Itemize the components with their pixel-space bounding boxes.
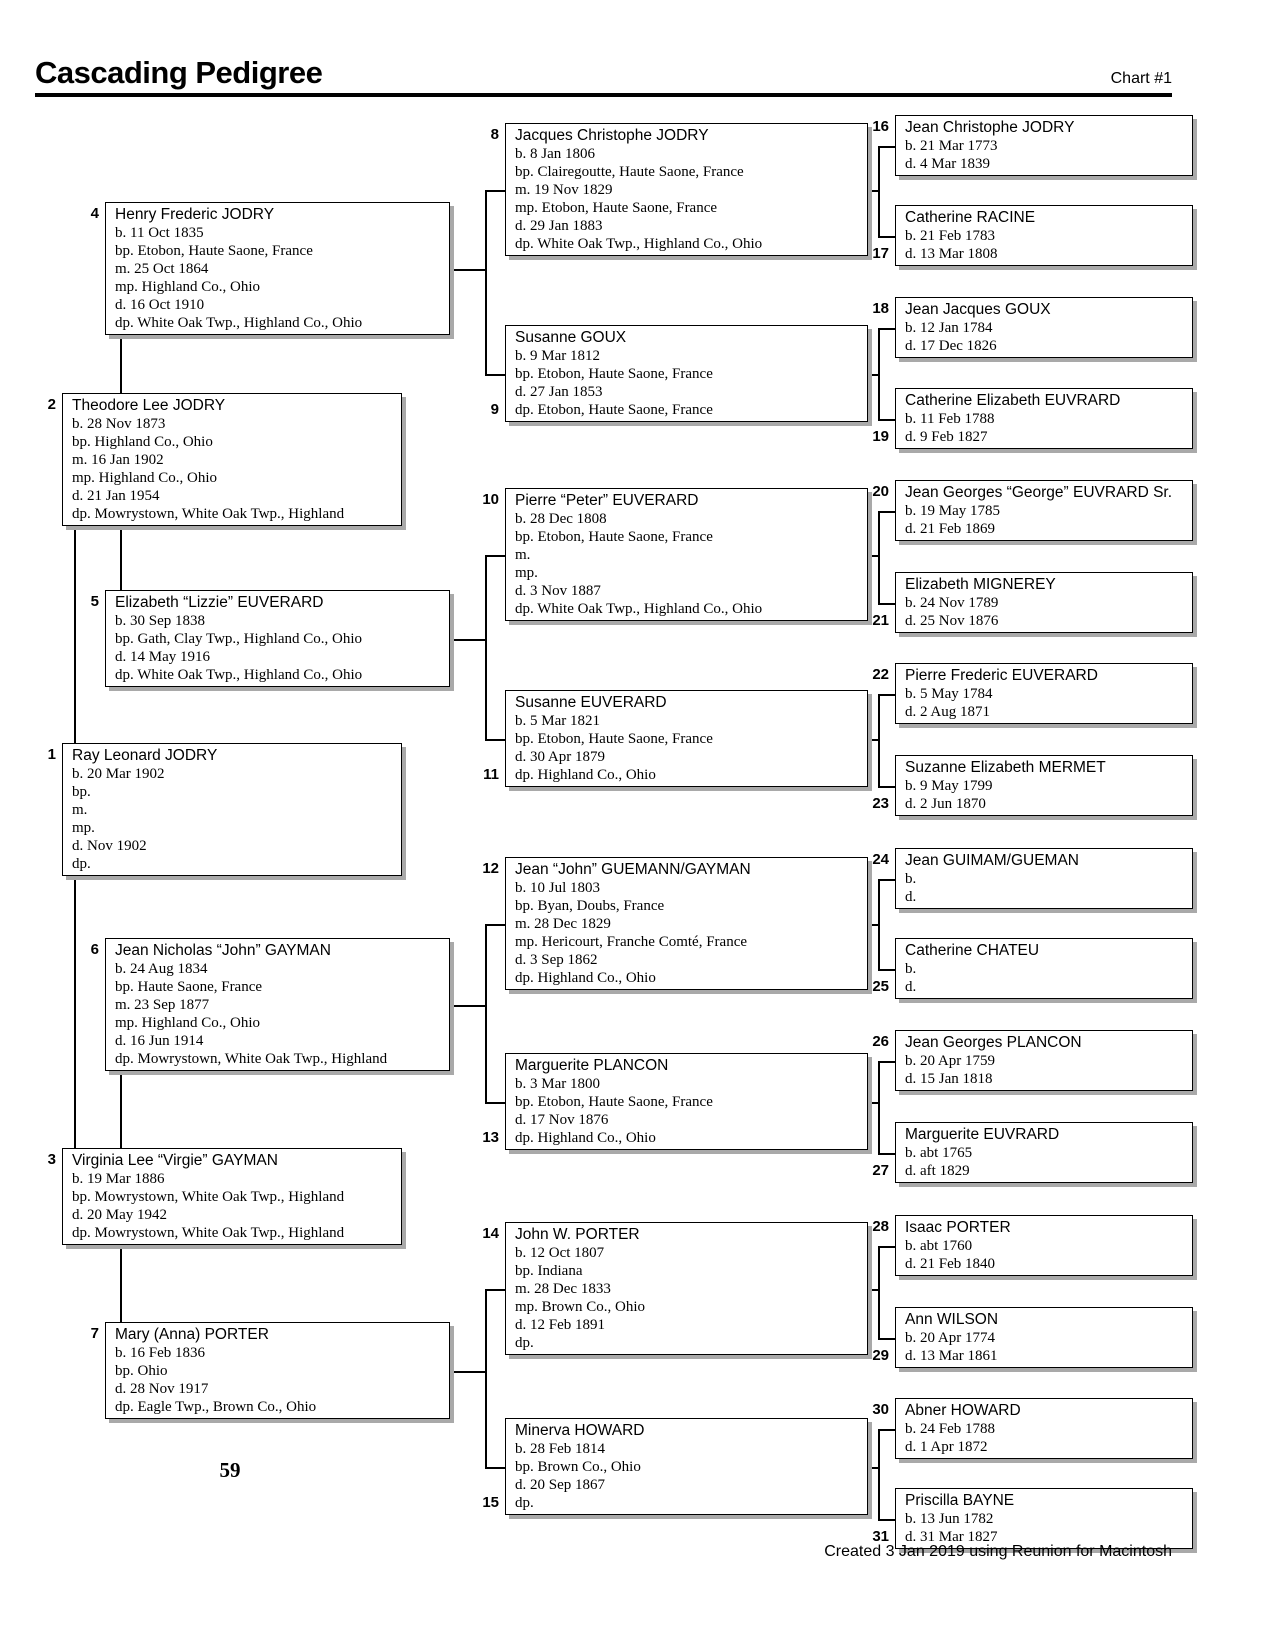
person-detail: d. 27 Jan 1853 bbox=[515, 384, 603, 400]
person-detail: d. 29 Jan 1883 bbox=[515, 218, 603, 234]
connector-line bbox=[868, 374, 878, 376]
person-name: Abner HOWARD bbox=[905, 1402, 1021, 1419]
person-detail: d. 3 Sep 1862 bbox=[515, 952, 598, 968]
chart-number-label: Chart #1 bbox=[1110, 70, 1172, 87]
person-detail: dp. White Oak Twp., Highland Co., Ohio bbox=[515, 601, 763, 617]
person-detail: d. 13 Mar 1861 bbox=[905, 1348, 998, 1364]
connector-line bbox=[878, 879, 880, 969]
person-detail: b. 24 Nov 1789 bbox=[905, 595, 999, 611]
person-name: Catherine CHATEU bbox=[905, 942, 1040, 959]
connector-line bbox=[878, 146, 895, 148]
person-detail: d. 28 Nov 1917 bbox=[115, 1381, 209, 1397]
person-detail: bp. Byan, Doubs, France bbox=[515, 898, 665, 914]
person-name: Jacques Christophe JODRY bbox=[515, 127, 709, 144]
person-detail: b. 10 Jul 1803 bbox=[515, 880, 601, 896]
person-detail: d. 4 Mar 1839 bbox=[905, 156, 990, 172]
person-detail: m. bbox=[515, 547, 531, 563]
person-box-13 bbox=[505, 1053, 868, 1150]
person-detail: d. 25 Nov 1876 bbox=[905, 613, 999, 629]
person-detail: b. 20 Apr 1774 bbox=[905, 1330, 995, 1346]
person-name: Suzanne Elizabeth MERMET bbox=[905, 759, 1106, 776]
person-number-7: 7 bbox=[90, 1325, 99, 1342]
person-detail: b. abt 1765 bbox=[905, 1145, 973, 1161]
connector-line bbox=[878, 1061, 880, 1153]
person-detail: dp. White Oak Twp., Highland Co., Ohio bbox=[115, 315, 363, 331]
person-number-12: 12 bbox=[482, 860, 499, 877]
person-number-3: 3 bbox=[47, 1151, 56, 1168]
person-number-19: 19 bbox=[872, 428, 889, 445]
person-detail: mp. Hericourt, Franche Comté, France bbox=[515, 934, 748, 950]
person-name: Marguerite EUVRARD bbox=[905, 1126, 1060, 1143]
connector-line bbox=[485, 1289, 505, 1291]
connector-line bbox=[878, 786, 895, 788]
connector-line bbox=[878, 1246, 895, 1248]
connector-line bbox=[485, 924, 487, 1102]
person-detail: dp. Mowrystown, White Oak Twp., Highland bbox=[115, 1051, 388, 1067]
person-detail: m. 28 Dec 1829 bbox=[515, 916, 611, 932]
connector-line bbox=[485, 374, 505, 376]
connector-line bbox=[120, 526, 122, 590]
connector-line bbox=[485, 1289, 487, 1467]
connector-line bbox=[485, 555, 505, 557]
person-name: Elizabeth “Lizzie” EUVERARD bbox=[115, 594, 324, 611]
person-detail: d. 21 Feb 1869 bbox=[905, 521, 995, 537]
person-detail: dp. Highland Co., Ohio bbox=[515, 970, 656, 986]
person-detail: b. 28 Nov 1873 bbox=[72, 416, 166, 432]
person-detail: d. aft 1829 bbox=[905, 1163, 970, 1179]
connector-line bbox=[878, 328, 895, 330]
person-name: Jean “John” GUEMANN/GAYMAN bbox=[515, 861, 751, 878]
person-detail: d. 1 Apr 1872 bbox=[905, 1439, 988, 1455]
person-box-8 bbox=[505, 123, 868, 256]
person-number-1: 1 bbox=[47, 746, 56, 763]
page-title: Cascading Pedigree bbox=[35, 55, 323, 90]
person-number-14: 14 bbox=[482, 1225, 499, 1242]
person-detail: bp. Haute Saone, France bbox=[115, 979, 263, 995]
person-detail: bp. Etobon, Haute Saone, France bbox=[515, 731, 713, 747]
person-box-25 bbox=[895, 938, 1193, 999]
connector-line bbox=[120, 1071, 122, 1148]
person-detail: d. 2 Jun 1870 bbox=[905, 796, 986, 812]
person-box-1 bbox=[62, 743, 402, 876]
person-box-22 bbox=[895, 663, 1193, 724]
person-detail: bp. Gath, Clay Twp., Highland Co., Ohio bbox=[115, 631, 362, 647]
person-detail: d. 2 Aug 1871 bbox=[905, 704, 991, 720]
person-detail: d. 17 Nov 1876 bbox=[515, 1112, 609, 1128]
person-box-19 bbox=[895, 388, 1193, 449]
person-name: John W. PORTER bbox=[515, 1226, 640, 1243]
connector-line bbox=[74, 526, 76, 743]
person-box-6 bbox=[105, 938, 450, 1071]
connector-line bbox=[878, 1338, 895, 1340]
person-box-21 bbox=[895, 572, 1193, 633]
person-detail: b. 9 May 1799 bbox=[905, 778, 993, 794]
person-detail: mp. Highland Co., Ohio bbox=[72, 470, 217, 486]
person-detail: bp. Etobon, Haute Saone, France bbox=[515, 366, 713, 382]
person-detail: dp. bbox=[515, 1335, 534, 1351]
person-detail: d. 15 Jan 1818 bbox=[905, 1071, 993, 1087]
person-box-26 bbox=[895, 1030, 1193, 1091]
person-detail: bp. Ohio bbox=[115, 1363, 168, 1379]
person-detail: m. 28 Dec 1833 bbox=[515, 1281, 611, 1297]
person-box-16 bbox=[895, 115, 1193, 176]
connector-line bbox=[878, 969, 895, 971]
connector-line bbox=[450, 1371, 485, 1373]
person-detail: bp. Indiana bbox=[515, 1263, 583, 1279]
connector-line bbox=[485, 1467, 505, 1469]
person-detail: dp. Highland Co., Ohio bbox=[515, 767, 656, 783]
person-detail: m. bbox=[72, 802, 88, 818]
connector-line bbox=[878, 1061, 895, 1063]
person-detail: m. 25 Oct 1864 bbox=[115, 261, 209, 277]
person-detail: d. bbox=[905, 889, 917, 905]
person-name: Jean Jacques GOUX bbox=[905, 301, 1051, 318]
person-box-12 bbox=[505, 857, 868, 990]
person-detail: d. 16 Jun 1914 bbox=[115, 1033, 204, 1049]
person-detail: dp. Highland Co., Ohio bbox=[515, 1130, 656, 1146]
connector-line bbox=[485, 190, 505, 192]
person-box-23 bbox=[895, 755, 1193, 816]
person-number-4: 4 bbox=[90, 205, 99, 222]
person-detail: bp. Etobon, Haute Saone, France bbox=[515, 529, 713, 545]
person-number-24: 24 bbox=[872, 851, 889, 868]
person-detail: b. 24 Feb 1788 bbox=[905, 1421, 995, 1437]
footer-credit: Created 3 Jan 2019 using Reunion for Macintosh bbox=[824, 1543, 1172, 1560]
person-detail: b. 19 May 1785 bbox=[905, 503, 1000, 519]
person-number-29: 29 bbox=[872, 1347, 889, 1364]
person-name: Catherine Elizabeth EUVRARD bbox=[905, 392, 1121, 409]
person-number-11: 11 bbox=[483, 766, 499, 783]
person-detail: dp. Etobon, Haute Saone, France bbox=[515, 402, 713, 418]
person-detail: b. 19 Mar 1886 bbox=[72, 1171, 165, 1187]
person-box-7 bbox=[105, 1322, 450, 1419]
person-number-30: 30 bbox=[872, 1401, 889, 1418]
person-number-18: 18 bbox=[872, 300, 889, 317]
connector-line bbox=[878, 879, 895, 881]
person-detail: mp. Etobon, Haute Saone, France bbox=[515, 200, 718, 216]
connector-line bbox=[450, 1005, 485, 1007]
person-name: Isaac PORTER bbox=[905, 1219, 1011, 1236]
person-detail: dp. White Oak Twp., Highland Co., Ohio bbox=[515, 236, 763, 252]
person-number-8: 8 bbox=[490, 126, 499, 143]
person-number-16: 16 bbox=[872, 118, 889, 135]
connector-line bbox=[868, 739, 878, 741]
person-number-21: 21 bbox=[872, 612, 889, 629]
person-detail: mp. Brown Co., Ohio bbox=[515, 1299, 646, 1315]
person-number-25: 25 bbox=[872, 978, 889, 995]
person-number-13: 13 bbox=[482, 1129, 499, 1146]
person-detail: d. 16 Oct 1910 bbox=[115, 297, 205, 313]
person-box-27 bbox=[895, 1122, 1193, 1183]
person-detail: b. 28 Dec 1808 bbox=[515, 511, 607, 527]
person-detail: dp. bbox=[515, 1495, 534, 1511]
connector-line bbox=[120, 1245, 122, 1322]
connector-line bbox=[868, 1289, 878, 1291]
person-box-20 bbox=[895, 480, 1193, 541]
person-detail: bp. Brown Co., Ohio bbox=[515, 1459, 641, 1475]
person-number-23: 23 bbox=[872, 795, 889, 812]
person-box-3 bbox=[62, 1148, 402, 1245]
connector-line bbox=[450, 269, 485, 271]
person-detail: mp. bbox=[515, 565, 538, 581]
person-detail: b. 20 Apr 1759 bbox=[905, 1053, 995, 1069]
connector-line bbox=[878, 1429, 895, 1431]
person-detail: bp. Mowrystown, White Oak Twp., Highland bbox=[72, 1189, 345, 1205]
person-box-28 bbox=[895, 1215, 1193, 1276]
connector-line bbox=[485, 924, 505, 926]
person-detail: mp. Highland Co., Ohio bbox=[115, 279, 260, 295]
person-detail: d. 20 May 1942 bbox=[72, 1207, 167, 1223]
person-detail: b. 3 Mar 1800 bbox=[515, 1076, 600, 1092]
connector-line bbox=[485, 190, 487, 374]
person-detail: b. 12 Oct 1807 bbox=[515, 1245, 605, 1261]
connector-line bbox=[878, 236, 895, 238]
connector-line bbox=[878, 694, 895, 696]
person-number-17: 17 bbox=[872, 245, 889, 262]
person-number-2: 2 bbox=[47, 396, 56, 413]
person-detail: d. 21 Jan 1954 bbox=[72, 488, 160, 504]
person-detail: b. 16 Feb 1836 bbox=[115, 1345, 205, 1361]
person-detail: bp. Highland Co., Ohio bbox=[72, 434, 213, 450]
person-name: Jean GUIMAM/GUEMAN bbox=[905, 852, 1079, 869]
person-box-15 bbox=[505, 1418, 868, 1515]
connector-line bbox=[868, 555, 878, 557]
person-box-14 bbox=[505, 1222, 868, 1355]
connector-line bbox=[878, 603, 895, 605]
person-detail: dp. bbox=[72, 856, 91, 872]
person-name: Henry Frederic JODRY bbox=[115, 206, 275, 223]
person-detail: d. 31 Mar 1827 bbox=[905, 1529, 998, 1545]
connector-line bbox=[485, 555, 487, 739]
person-name: Ann WILSON bbox=[905, 1311, 999, 1328]
person-name: Marguerite PLANCON bbox=[515, 1057, 669, 1074]
connector-line bbox=[878, 1429, 880, 1519]
person-detail: m. 23 Sep 1877 bbox=[115, 997, 210, 1013]
person-number-26: 26 bbox=[872, 1033, 889, 1050]
person-box-24 bbox=[895, 848, 1193, 909]
connector-line bbox=[868, 1102, 878, 1104]
person-detail: b. abt 1760 bbox=[905, 1238, 973, 1254]
person-detail: b. 8 Jan 1806 bbox=[515, 146, 595, 162]
person-detail: b. 5 Mar 1821 bbox=[515, 713, 600, 729]
connector-line bbox=[878, 511, 880, 603]
person-name: Susanne GOUX bbox=[515, 329, 627, 346]
person-detail: d. 9 Feb 1827 bbox=[905, 429, 988, 445]
person-name: Ray Leonard JODRY bbox=[72, 747, 218, 764]
person-box-29 bbox=[895, 1307, 1193, 1368]
page-number: 59 bbox=[219, 1458, 241, 1482]
person-box-9 bbox=[505, 325, 868, 422]
person-name: Elizabeth MIGNEREY bbox=[905, 576, 1056, 593]
person-detail: b. 21 Mar 1773 bbox=[905, 138, 998, 154]
person-number-27: 27 bbox=[872, 1162, 889, 1179]
connector-line bbox=[878, 1519, 895, 1521]
person-name: Jean Christophe JODRY bbox=[905, 119, 1075, 136]
person-detail: b. 12 Jan 1784 bbox=[905, 320, 993, 336]
person-name: Pierre Frederic EUVERARD bbox=[905, 667, 1098, 684]
person-name: Susanne EUVERARD bbox=[515, 694, 667, 711]
person-detail: bp. Etobon, Haute Saone, France bbox=[115, 243, 313, 259]
person-number-5: 5 bbox=[90, 593, 99, 610]
person-detail: d. 12 Feb 1891 bbox=[515, 1317, 605, 1333]
person-box-5 bbox=[105, 590, 450, 687]
person-detail: b. 5 May 1784 bbox=[905, 686, 993, 702]
connector-line bbox=[878, 1153, 895, 1155]
connector-line bbox=[120, 335, 122, 393]
person-detail: b. bbox=[905, 961, 917, 977]
person-detail: bp. Clairegoutte, Haute Saone, France bbox=[515, 164, 744, 180]
connector-line bbox=[868, 190, 878, 192]
person-detail: m. 16 Jan 1902 bbox=[72, 452, 164, 468]
person-detail: b. 24 Aug 1834 bbox=[115, 961, 208, 977]
person-detail: d. bbox=[905, 979, 917, 995]
person-box-30 bbox=[895, 1398, 1193, 1459]
person-name: Virginia Lee “Virgie” GAYMAN bbox=[72, 1152, 278, 1169]
person-detail: dp. Eagle Twp., Brown Co., Ohio bbox=[115, 1399, 317, 1415]
person-detail: d. 21 Feb 1840 bbox=[905, 1256, 995, 1272]
person-name: Priscilla BAYNE bbox=[905, 1492, 1015, 1509]
person-detail: b. 9 Mar 1812 bbox=[515, 348, 600, 364]
person-detail: b. 11 Feb 1788 bbox=[905, 411, 995, 427]
person-detail: dp. Mowrystown, White Oak Twp., Highland bbox=[72, 1225, 345, 1241]
person-detail: d. Nov 1902 bbox=[72, 838, 147, 854]
person-number-31: 31 bbox=[872, 1528, 889, 1545]
connector-line bbox=[878, 419, 895, 421]
person-detail: b. 13 Jun 1782 bbox=[905, 1511, 994, 1527]
person-detail: d. 20 Sep 1867 bbox=[515, 1477, 605, 1493]
person-detail: bp. Etobon, Haute Saone, France bbox=[515, 1094, 713, 1110]
connector-line bbox=[878, 694, 880, 786]
connector-line bbox=[485, 1102, 505, 1104]
person-box-18 bbox=[895, 297, 1193, 358]
person-number-15: 15 bbox=[482, 1494, 499, 1511]
person-name: Minerva HOWARD bbox=[515, 1422, 645, 1439]
person-detail: mp. Highland Co., Ohio bbox=[115, 1015, 260, 1031]
person-number-6: 6 bbox=[90, 941, 99, 958]
person-detail: b. 11 Oct 1835 bbox=[115, 225, 204, 241]
person-detail: b. bbox=[905, 871, 917, 887]
person-detail: d. 30 Apr 1879 bbox=[515, 749, 605, 765]
person-box-31 bbox=[895, 1488, 1193, 1549]
person-detail: b. 30 Sep 1838 bbox=[115, 613, 205, 629]
person-detail: b. 20 Mar 1902 bbox=[72, 766, 165, 782]
person-detail: bp. bbox=[72, 784, 91, 800]
person-detail: d. 17 Dec 1826 bbox=[905, 338, 997, 354]
person-name: Jean Georges “George” EUVRARD Sr. bbox=[905, 484, 1173, 501]
person-name: Jean Nicholas “John” GAYMAN bbox=[115, 942, 331, 959]
connector-line bbox=[485, 739, 505, 741]
connector-line bbox=[878, 146, 880, 236]
person-name: Pierre “Peter” EUVERARD bbox=[515, 492, 699, 509]
person-detail: m. 19 Nov 1829 bbox=[515, 182, 613, 198]
person-detail: d. 14 May 1916 bbox=[115, 649, 210, 665]
person-number-28: 28 bbox=[872, 1218, 889, 1235]
connector-line bbox=[450, 639, 485, 641]
connector-line bbox=[74, 876, 76, 1148]
person-detail: d. 13 Mar 1808 bbox=[905, 246, 998, 262]
person-box-11 bbox=[505, 690, 868, 787]
person-detail: dp. White Oak Twp., Highland Co., Ohio bbox=[115, 667, 363, 683]
person-number-9: 9 bbox=[490, 401, 499, 418]
person-box-10 bbox=[505, 488, 868, 621]
connector-line bbox=[878, 1246, 880, 1338]
person-box-17 bbox=[895, 205, 1193, 266]
person-detail: mp. bbox=[72, 820, 95, 836]
person-detail: b. 21 Feb 1783 bbox=[905, 228, 995, 244]
person-detail: dp. Mowrystown, White Oak Twp., Highland bbox=[72, 506, 345, 522]
person-number-20: 20 bbox=[872, 483, 889, 500]
person-detail: b. 28 Feb 1814 bbox=[515, 1441, 605, 1457]
person-box-4 bbox=[105, 202, 450, 335]
person-name: Mary (Anna) PORTER bbox=[115, 1326, 269, 1343]
person-detail: d. 3 Nov 1887 bbox=[515, 583, 601, 599]
person-name: Theodore Lee JODRY bbox=[72, 397, 226, 414]
connector-line bbox=[878, 511, 895, 513]
person-box-2 bbox=[62, 393, 402, 526]
person-name: Jean Georges PLANCON bbox=[905, 1034, 1082, 1051]
connector-line bbox=[878, 328, 880, 419]
connector-line bbox=[868, 1467, 878, 1469]
person-number-10: 10 bbox=[482, 491, 499, 508]
connector-line bbox=[868, 924, 878, 926]
person-number-22: 22 bbox=[872, 666, 889, 683]
person-name: Catherine RACINE bbox=[905, 209, 1036, 226]
